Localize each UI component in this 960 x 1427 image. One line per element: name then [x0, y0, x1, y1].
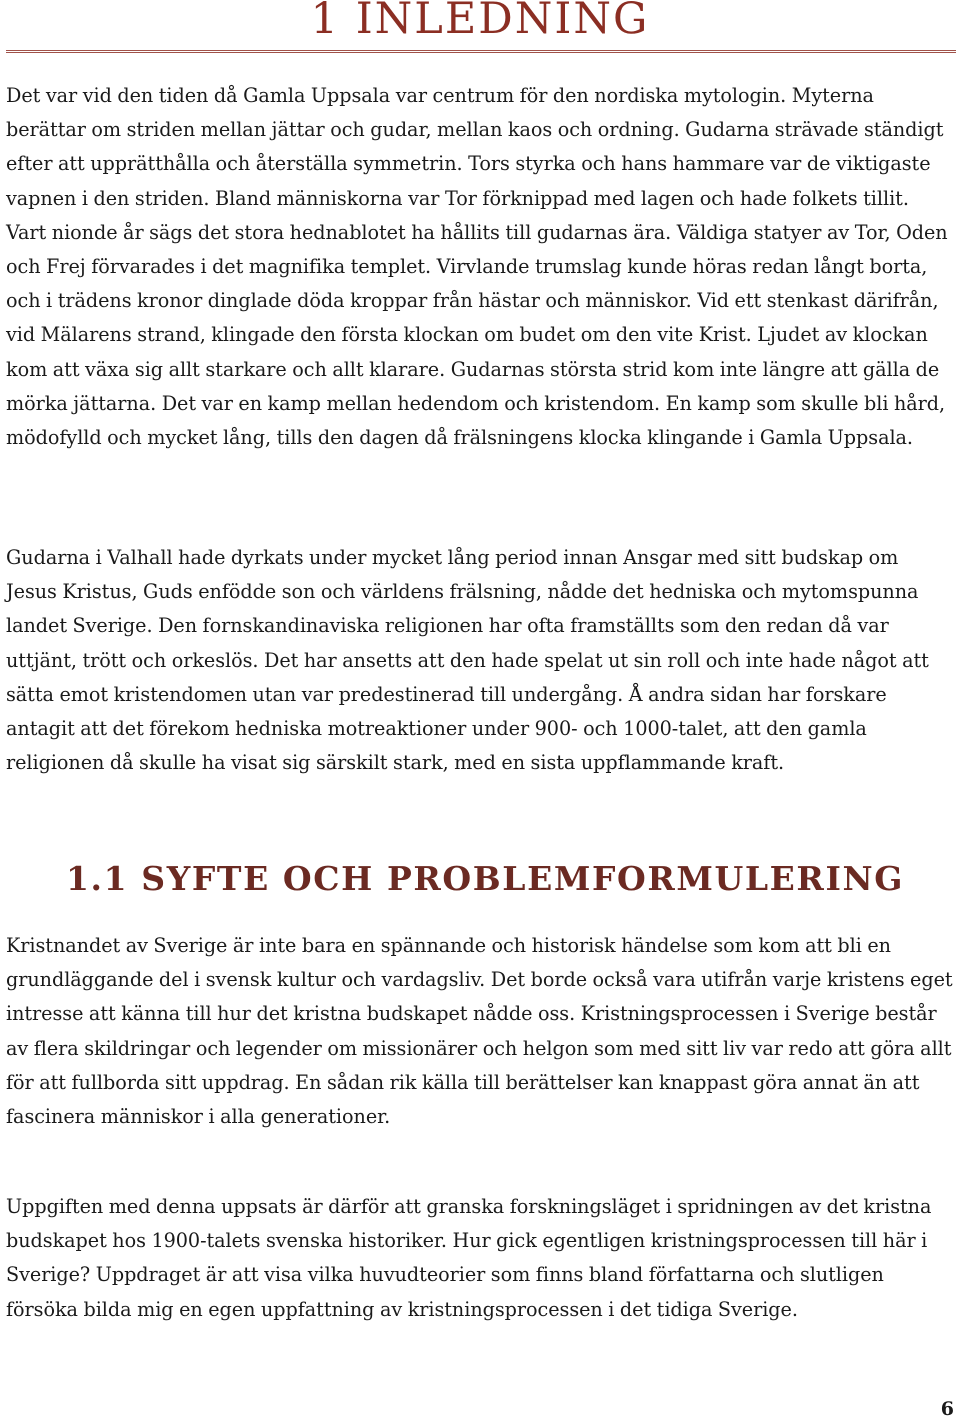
intro-paragraph-1: Det var vid den tiden då Gamla Uppsala var centrum för den nordiska mytologin. Myterna berättar om striden mellan jättar och gudar, mellan kaos och ordning. Gudarna strävade ständigt efter att upprätthålla och återställa symmetrin. Tors styrka och hans hammare var de viktigaste vapnen i den striden. Bland människorna var Tor förknippad med lagen och hade folkets tillit. Vart nionde år sägs det stora hednablotet ha hållits till gudarnas ära. Väldiga statyer av Tor, Oden och Frej förvarades i det magnifika templet. Virvlande trumslag kunde höras redan långt borta, och i trädens kronor dinglade döda kroppar från hästar och människor. Vid ett stenkast därifrån, vid Mälarens strand, klingade den första klockan om budet om den vite Krist. Ljudet av klockan kom att växa sig allt starkare och allt klarare. Gudarnas största strid kom inte längre att gälla de mörka jättarna. Det var en kamp mellan hedendom och kristendom. En kamp som skulle bli hård, mödofylld och mycket lång, tills den dagen då frälsningens klocka klingande i Gamla Uppsala.: [6, 84, 948, 450]
page-number: 6: [940, 1398, 954, 1420]
purpose-paragraph-2: Uppgiften med denna uppsats är därför att granska forskningsläget i spridningen av det kristna budskapet hos 1900-talets svenska historiker. Hur gick egentligen kristningsprocessen till här i Sverige? Uppdraget är att visa vilka huvudteorier som finns bland författarna och slutligen försöka bilda mig en egen uppfattning av kristningsprocessen i det tidiga Sverige.: [6, 1195, 932, 1321]
intro-paragraph-2: Gudarna i Valhall hade dyrkats under mycket lång period innan Ansgar med sitt budskap om Jesus Kristus, Guds enfödde son och världens frälsning, nådde det hedniska och mytomspunna landet Sverige. Den fornskandinaviska religionen har ofta framställts som den redan då var uttjänt, trött och orkeslös. Det har ansetts att den hade spelat ut sin roll och inte hade något att sätta emot kristendomen utan var predestinerad till undergång. Å andra sidan har forskare antagit att det förekom hedniska motreaktioner under 900- och 1000-talet, att den gamla religionen då skulle ha visat sig särskilt stark, med en sista uppflammande kraft.: [6, 546, 929, 775]
heading-divider: [6, 50, 956, 53]
chapter-heading: 1 INLEDNING: [310, 0, 650, 44]
section-heading: 1.1 SYFTE OCH PROBLEMFORMULERING: [66, 859, 905, 898]
purpose-paragraph-1: Kristnandet av Sverige är inte bara en spännande och historisk händelse som kom att bli en grundläggande del i svensk kultur och vardagsliv. Det borde också vara utifrån varje kristens eget intresse att känna till hur det kristna budskapet nådde oss. Kristningsprocessen i Sverige består av flera skildringar och legender om missionärer och helgon som med sitt liv var redo att göra allt för att fullborda sitt uppdrag. En sådan rik källa till berättelser kan knappast göra annat än att fascinera människor i alla generationer.: [6, 934, 953, 1129]
